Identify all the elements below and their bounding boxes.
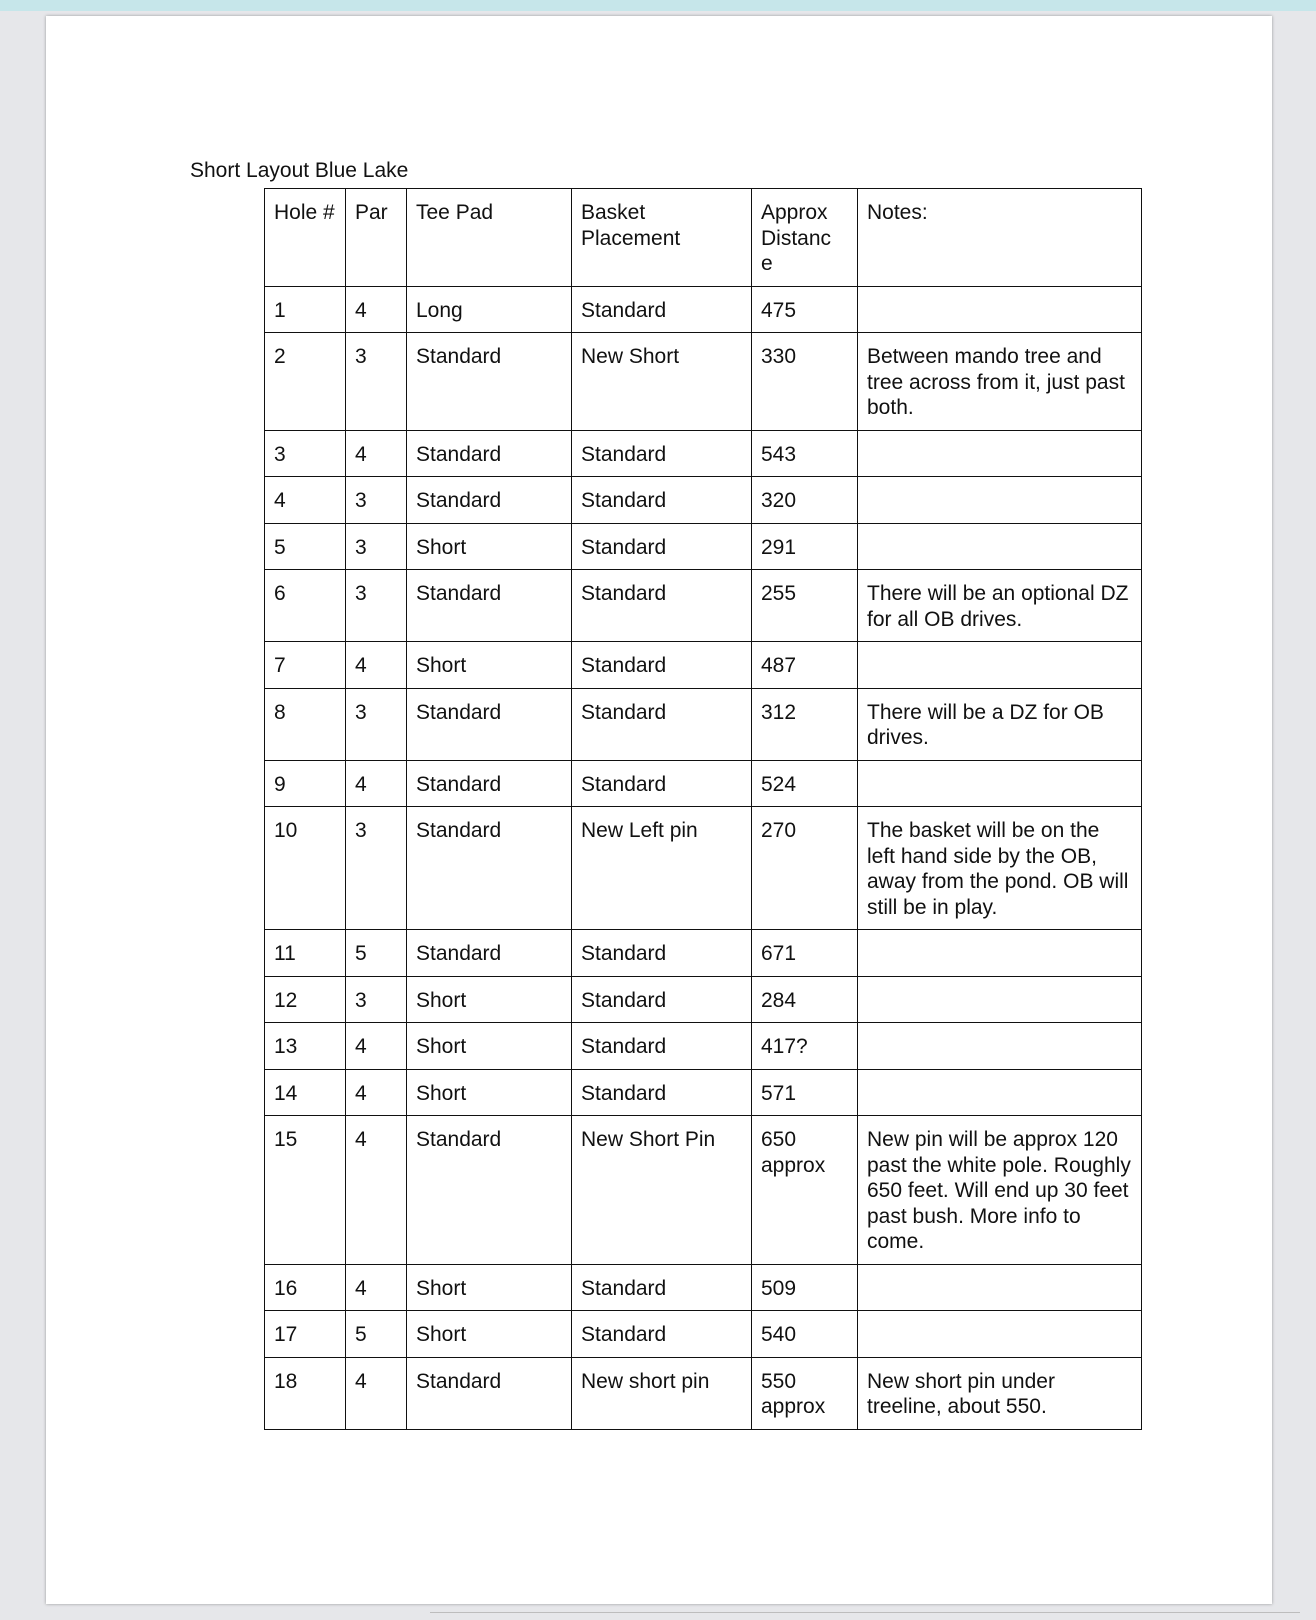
cell-notes: There will be a DZ for OB drives. xyxy=(858,688,1142,760)
cell-hole: 13 xyxy=(265,1023,346,1070)
table-row xyxy=(265,477,1142,524)
header-notes: Notes: xyxy=(858,189,1142,287)
cell-approx-distance: 571 xyxy=(752,1069,858,1116)
table-row xyxy=(265,930,1142,977)
cell-basket-placement: Standard xyxy=(572,760,752,807)
cell-hole: 8 xyxy=(265,688,346,760)
header-par: Par xyxy=(346,189,407,287)
cell-par: 3 xyxy=(346,976,407,1023)
cell-tee-pad: Long xyxy=(407,286,572,333)
cell-basket-placement: Standard xyxy=(572,430,752,477)
cell-par: 4 xyxy=(346,430,407,477)
table-row xyxy=(265,760,1142,807)
cell-hole: 12 xyxy=(265,976,346,1023)
cell-tee-pad: Standard xyxy=(407,477,572,524)
cell-basket-placement: Standard xyxy=(572,976,752,1023)
cell-notes xyxy=(858,430,1142,477)
cell-tee-pad: Standard xyxy=(407,688,572,760)
document-page xyxy=(46,16,1272,1604)
cell-tee-pad: Standard xyxy=(407,1357,572,1429)
cell-approx-distance: 487 xyxy=(752,642,858,689)
cell-basket-placement: Standard xyxy=(572,286,752,333)
cell-approx-distance: 475 xyxy=(752,286,858,333)
cell-notes xyxy=(858,1069,1142,1116)
cell-tee-pad: Short xyxy=(407,523,572,570)
cell-tee-pad: Standard xyxy=(407,930,572,977)
table-row xyxy=(265,1116,1142,1265)
bottom-ruler xyxy=(430,1612,1300,1613)
table-row xyxy=(265,1069,1142,1116)
cell-basket-placement: Standard xyxy=(572,1264,752,1311)
table-row xyxy=(265,1023,1142,1070)
table-row xyxy=(265,333,1142,431)
table-row xyxy=(265,976,1142,1023)
cell-hole: 11 xyxy=(265,930,346,977)
cell-tee-pad: Standard xyxy=(407,570,572,642)
cell-par: 5 xyxy=(346,930,407,977)
cell-notes xyxy=(858,760,1142,807)
cell-approx-distance: 540 xyxy=(752,1311,858,1358)
cell-tee-pad: Standard xyxy=(407,430,572,477)
header-approx-distance: Approx Distanc e xyxy=(752,189,858,287)
cell-basket-placement: Standard xyxy=(572,477,752,524)
table-row xyxy=(265,286,1142,333)
cell-approx-distance: 270 xyxy=(752,807,858,930)
cell-hole: 17 xyxy=(265,1311,346,1358)
cell-approx-distance: 284 xyxy=(752,976,858,1023)
document-title: Short Layout Blue Lake xyxy=(190,159,409,182)
cell-notes xyxy=(858,1023,1142,1070)
cell-basket-placement: New Left pin xyxy=(572,807,752,930)
cell-par: 4 xyxy=(346,286,407,333)
header-tee-pad: Tee Pad xyxy=(407,189,572,287)
viewer-top-bar xyxy=(0,0,1316,11)
table-row xyxy=(265,1311,1142,1358)
cell-par: 3 xyxy=(346,688,407,760)
cell-par: 5 xyxy=(346,1311,407,1358)
cell-notes: There will be an optional DZ for all OB drives. xyxy=(858,570,1142,642)
header-basket-placement: Basket Placement xyxy=(572,189,752,287)
cell-basket-placement: New Short Pin xyxy=(572,1116,752,1265)
cell-par: 4 xyxy=(346,760,407,807)
cell-basket-placement: Standard xyxy=(572,1023,752,1070)
table-row xyxy=(265,570,1142,642)
cell-approx-distance: 543 xyxy=(752,430,858,477)
cell-par: 3 xyxy=(346,807,407,930)
cell-approx-distance: 312 xyxy=(752,688,858,760)
cell-basket-placement: Standard xyxy=(572,688,752,760)
cell-approx-distance: 524 xyxy=(752,760,858,807)
cell-par: 3 xyxy=(346,333,407,431)
header-hole: Hole # xyxy=(265,189,346,287)
cell-basket-placement: New short pin xyxy=(572,1357,752,1429)
cell-basket-placement: Standard xyxy=(572,930,752,977)
cell-approx-distance: 509 xyxy=(752,1264,858,1311)
cell-tee-pad: Short xyxy=(407,1069,572,1116)
table-row xyxy=(265,1357,1142,1429)
cell-notes: New short pin under treeline, about 550. xyxy=(858,1357,1142,1429)
table-row xyxy=(265,1264,1142,1311)
cell-hole: 4 xyxy=(265,477,346,524)
cell-approx-distance: 650 approx xyxy=(752,1116,858,1265)
cell-basket-placement: Standard xyxy=(572,642,752,689)
cell-tee-pad: Standard xyxy=(407,333,572,431)
table-header-row xyxy=(265,189,1142,287)
cell-par: 4 xyxy=(346,1264,407,1311)
cell-basket-placement: Standard xyxy=(572,523,752,570)
cell-basket-placement: Standard xyxy=(572,1311,752,1358)
table-row xyxy=(265,688,1142,760)
cell-notes xyxy=(858,1264,1142,1311)
cell-hole: 15 xyxy=(265,1116,346,1265)
cell-hole: 18 xyxy=(265,1357,346,1429)
hole-layout-table xyxy=(264,188,1142,1430)
cell-par: 4 xyxy=(346,642,407,689)
cell-approx-distance: 291 xyxy=(752,523,858,570)
cell-notes xyxy=(858,286,1142,333)
cell-par: 3 xyxy=(346,523,407,570)
cell-hole: 5 xyxy=(265,523,346,570)
cell-approx-distance: 550 approx xyxy=(752,1357,858,1429)
cell-tee-pad: Short xyxy=(407,1023,572,1070)
cell-par: 4 xyxy=(346,1357,407,1429)
cell-approx-distance: 255 xyxy=(752,570,858,642)
cell-hole: 2 xyxy=(265,333,346,431)
cell-par: 4 xyxy=(346,1116,407,1265)
cell-tee-pad: Short xyxy=(407,1311,572,1358)
cell-approx-distance: 417? xyxy=(752,1023,858,1070)
cell-notes: New pin will be approx 120 past the white pole. Roughly 650 feet. Will end up 30 feet past bush. More info to come. xyxy=(858,1116,1142,1265)
table-body xyxy=(265,286,1142,1429)
cell-tee-pad: Standard xyxy=(407,1116,572,1265)
cell-notes xyxy=(858,477,1142,524)
cell-hole: 1 xyxy=(265,286,346,333)
cell-tee-pad: Short xyxy=(407,642,572,689)
cell-hole: 3 xyxy=(265,430,346,477)
cell-tee-pad: Short xyxy=(407,1264,572,1311)
cell-hole: 16 xyxy=(265,1264,346,1311)
cell-basket-placement: Standard xyxy=(572,570,752,642)
cell-par: 4 xyxy=(346,1023,407,1070)
cell-approx-distance: 330 xyxy=(752,333,858,431)
cell-notes xyxy=(858,976,1142,1023)
cell-hole: 9 xyxy=(265,760,346,807)
cell-notes: The basket will be on the left hand side by the OB, away from the pond. OB will still be in play. xyxy=(858,807,1142,930)
table-row xyxy=(265,523,1142,570)
cell-hole: 6 xyxy=(265,570,346,642)
table-row xyxy=(265,807,1142,930)
cell-notes xyxy=(858,642,1142,689)
cell-notes xyxy=(858,930,1142,977)
cell-basket-placement: Standard xyxy=(572,1069,752,1116)
cell-par: 3 xyxy=(346,477,407,524)
cell-par: 4 xyxy=(346,1069,407,1116)
cell-hole: 7 xyxy=(265,642,346,689)
cell-tee-pad: Short xyxy=(407,976,572,1023)
cell-notes xyxy=(858,1311,1142,1358)
cell-tee-pad: Standard xyxy=(407,807,572,930)
table-row xyxy=(265,642,1142,689)
cell-basket-placement: New Short xyxy=(572,333,752,431)
cell-tee-pad: Standard xyxy=(407,760,572,807)
cell-hole: 14 xyxy=(265,1069,346,1116)
cell-approx-distance: 671 xyxy=(752,930,858,977)
table-row xyxy=(265,430,1142,477)
cell-approx-distance: 320 xyxy=(752,477,858,524)
cell-par: 3 xyxy=(346,570,407,642)
cell-notes: Between mando tree and tree across from it, just past both. xyxy=(858,333,1142,431)
cell-hole: 10 xyxy=(265,807,346,930)
cell-notes xyxy=(858,523,1142,570)
